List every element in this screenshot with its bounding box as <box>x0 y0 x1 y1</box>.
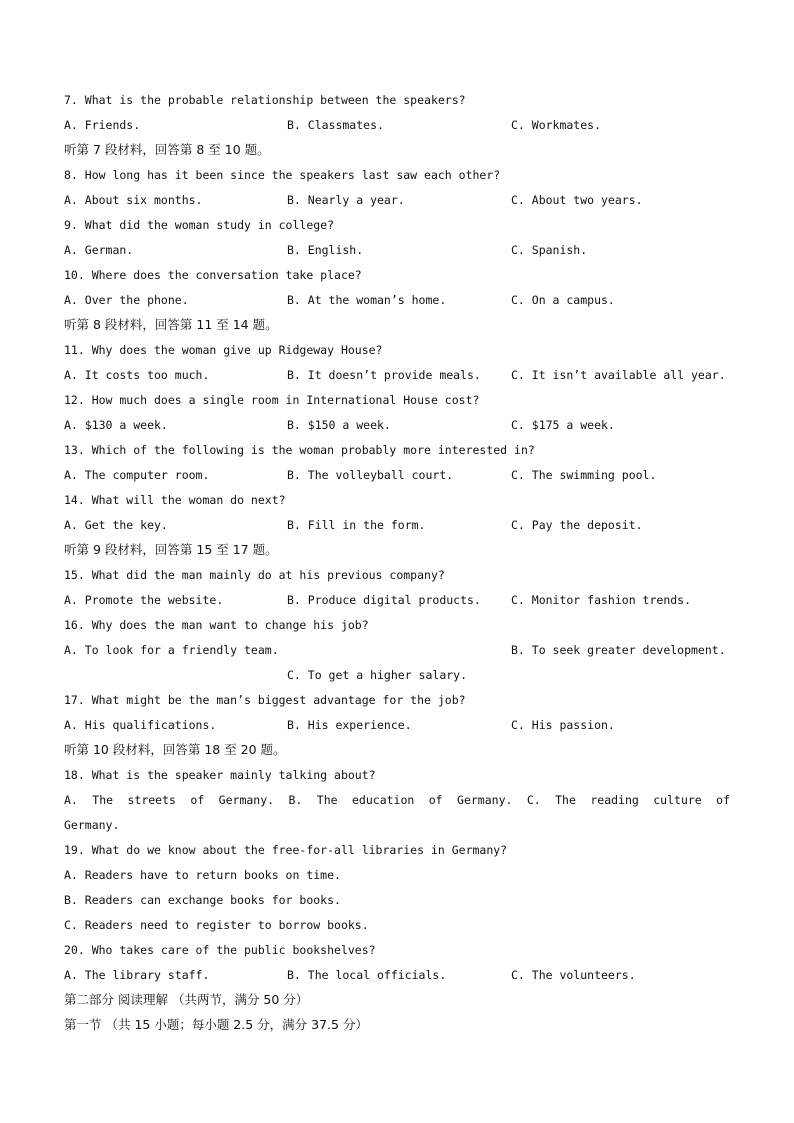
option-b: B. $150 a week. <box>287 418 391 432</box>
question-text: 19. What do we know about the free-for-all libraries in Germany? <box>64 843 508 857</box>
answer-options-row <box>64 290 730 310</box>
option-c: C. On a campus. <box>511 293 615 307</box>
question-text: C. Readers need to register to borrow books. <box>64 918 369 932</box>
option-b: B. Nearly a year. <box>287 193 405 207</box>
section-instruction: 听第 9 段材料，回答第 15 至 17 题。 <box>64 542 278 557</box>
question-text: 8. How long has it been since the speakers last saw each other? <box>64 168 501 182</box>
question-text: 18. What is the speaker mainly talking about? <box>64 768 376 782</box>
option-b: B. The local officials. <box>287 968 447 982</box>
section-instruction: 听第 8 段材料，回答第 11 至 14 题。 <box>64 317 278 332</box>
option-b: B. It doesn’t provide meals. <box>287 368 481 382</box>
question-text: 15. What did the man mainly do at his previous company? <box>64 568 445 582</box>
question-text: 14. What will the woman do next? <box>64 493 286 507</box>
option-a: A. Get the key. <box>64 518 168 532</box>
question-text: B. Readers can exchange books for books. <box>64 893 341 907</box>
option-b: C. To get a higher salary. <box>287 668 468 682</box>
option-c: C. It isn’t available all year. <box>511 368 726 382</box>
answer-options-row <box>64 965 730 985</box>
question-text: 10. Where does the conversation take place? <box>64 268 362 282</box>
question-text: 20. Who takes care of the public bookshelves? <box>64 943 376 957</box>
question-text: 9. What did the woman study in college? <box>64 218 335 232</box>
answer-options-row <box>64 465 730 485</box>
option-a: A. Friends. <box>64 118 141 132</box>
answer-options-row <box>64 365 730 385</box>
option-c: C. The swimming pool. <box>511 468 657 482</box>
option-b: B. Classmates. <box>287 118 384 132</box>
option-a: A. To look for a friendly team. <box>64 643 279 657</box>
answer-options-row <box>64 515 730 535</box>
option-c: C. Pay the deposit. <box>511 518 643 532</box>
question-text: 7. What is the probable relationship between the speakers? <box>64 93 466 107</box>
option-b: B. The volleyball court. <box>287 468 454 482</box>
option-c: C. Spanish. <box>511 243 588 257</box>
option-b: B. English. <box>287 243 364 257</box>
option-a: A. Over the phone. <box>64 293 189 307</box>
option-a: A. It costs too much. <box>64 368 210 382</box>
answer-options-row <box>64 715 730 735</box>
question-text: A. Readers have to return books on time. <box>64 868 341 882</box>
option-c: B. To seek greater development. <box>511 643 726 657</box>
answer-options-row <box>64 115 730 135</box>
option-c: C. Workmates. <box>511 118 602 132</box>
option-c: C. $175 a week. <box>511 418 615 432</box>
answer-options-row <box>64 640 730 660</box>
section-instruction: 听第 7 段材料，回答第 8 至 10 题。 <box>64 142 270 157</box>
option-a: A. Promote the website. <box>64 593 224 607</box>
option-a: A. The library staff. <box>64 968 210 982</box>
section-instruction: 第二部分 阅读理解 （共两节，满分 50 分） <box>64 992 309 1007</box>
question-text: 11. Why does the woman give up Ridgeway House? <box>64 343 383 357</box>
option-c: C. The volunteers. <box>511 968 636 982</box>
question-text: A. The streets of Germany. B. The education of Germany. C. The reading culture of <box>64 793 730 807</box>
option-b: B. Produce digital products. <box>287 593 481 607</box>
option-b: B. At the woman’s home. <box>287 293 447 307</box>
answer-options-row <box>64 415 730 435</box>
option-b: B. Fill in the form. <box>287 518 426 532</box>
answer-options-row <box>64 665 730 685</box>
option-a: A. The computer room. <box>64 468 210 482</box>
option-a: A. His qualifications. <box>64 718 217 732</box>
option-a: A. $130 a week. <box>64 418 168 432</box>
question-text: 17. What might be the man’s biggest advantage for the job? <box>64 693 466 707</box>
section-instruction: 第一节 （共 15 小题；每小题 2.5 分，满分 37.5 分） <box>64 1017 368 1032</box>
answer-options-row <box>64 240 730 260</box>
option-b: B. His experience. <box>287 718 412 732</box>
question-text: 16. Why does the man want to change his job? <box>64 618 369 632</box>
question-text: 12. How much does a single room in International House cost? <box>64 393 480 407</box>
question-text: Germany. <box>64 818 120 832</box>
section-instruction: 听第 10 段材料，回答第 18 至 20 题。 <box>64 742 286 757</box>
option-c: C. His passion. <box>511 718 615 732</box>
option-a: A. About six months. <box>64 193 203 207</box>
option-c: C. About two years. <box>511 193 643 207</box>
question-text: 13. Which of the following is the woman probably more interested in? <box>64 443 535 457</box>
option-c: C. Monitor fashion trends. <box>511 593 692 607</box>
answer-options-row <box>64 590 730 610</box>
option-a: A. German. <box>64 243 134 257</box>
answer-options-row <box>64 190 730 210</box>
